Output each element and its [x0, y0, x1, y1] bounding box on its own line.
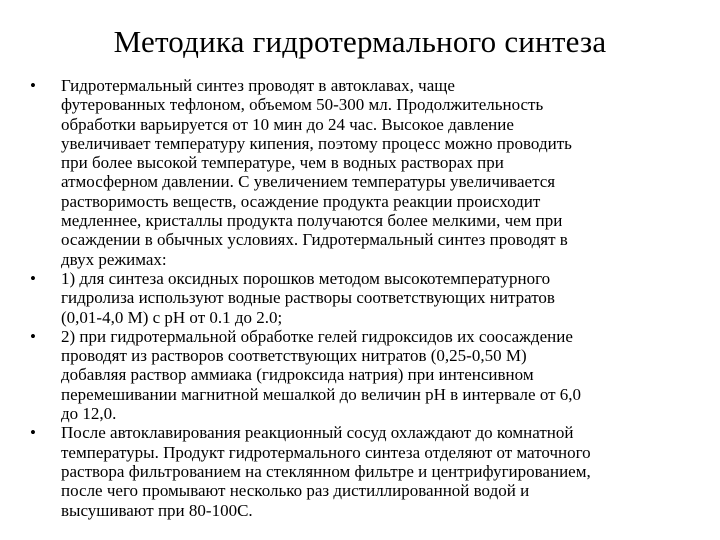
slide-title: Методика гидротермального синтеза [113, 24, 607, 59]
bullet-icon: • [30, 76, 36, 95]
text-line: осаждении в обычных условиях. Гидротермальный синтез проводят в [61, 230, 568, 250]
text-line: Гидротермальный синтез проводят в автоклавах, чаще [61, 76, 455, 95]
text-line: гидролиза используют водные растворы соответствующих нитратов [61, 288, 555, 308]
text-line: После автоклавирования реакционный сосуд охлаждают до комнатной [61, 423, 574, 443]
text-line: 2) при гидротермальной обработке гелей гидроксидов их соосаждение [61, 326, 573, 346]
bullet-text [61, 327, 695, 423]
bullet-icon: • [30, 268, 36, 288]
text-line: до 12,0. [61, 404, 117, 424]
text-line: высушивают при 80-100С. [61, 500, 253, 520]
bullet-icon: • [30, 423, 36, 443]
text-line: температуры. Продукт гидротермального синтеза отделяют от маточного [61, 442, 591, 462]
text-line: добавляя раствор аммиака (гидроксида натрия) при интенсивном [61, 365, 534, 385]
text-line: футерованных тефлоном, объемом 50-300 мл. Продолжительность [61, 95, 544, 115]
bullet-item-4 [30, 423, 695, 519]
bullet-icon: • [30, 326, 36, 346]
text-line: растворимость веществ, осаждение продукта реакции происходит [61, 191, 541, 211]
text-line: обработки варьируется от 10 мин до 24 час. Высокое давление [61, 114, 514, 134]
text-line: раствора фильтрованием на стеклянном фильтре и центрифугированием, [61, 461, 591, 481]
bullet-item-1 [30, 76, 695, 269]
text-line: проводят из растворов соответствующих нитратов (0,25-0,50 М) [61, 346, 527, 366]
text-line: 1) для синтеза оксидных порошков методом высокотемпературного [61, 268, 551, 288]
bullet-list [30, 76, 695, 520]
text-line: медленнее, кристаллы продукта получаются более мелкими, чем при [61, 211, 563, 231]
bullet-text [61, 76, 695, 269]
bullet-item-3 [30, 327, 695, 423]
bullet-text [61, 269, 695, 327]
text-line: перемешивании магнитной мешалкой до величин рН в интервале от 6,0 [61, 384, 582, 404]
text-line: двух режимах: [61, 249, 167, 269]
text-line: атмосферном давлении. С увеличением температуры увеличивается [61, 172, 556, 192]
bullet-text [61, 423, 695, 519]
text-line: увеличивает температуру кипения, поэтому процесс можно проводить [61, 133, 572, 153]
bullet-item-2 [30, 269, 695, 327]
text-line: после чего промывают несколько раз дистиллированной водой и [61, 481, 530, 501]
text-line: при более высокой температуре, чем в водных растворах при [61, 153, 504, 173]
text-line: (0,01-4,0 М) с рН от 0.1 до 2.0; [61, 307, 283, 327]
